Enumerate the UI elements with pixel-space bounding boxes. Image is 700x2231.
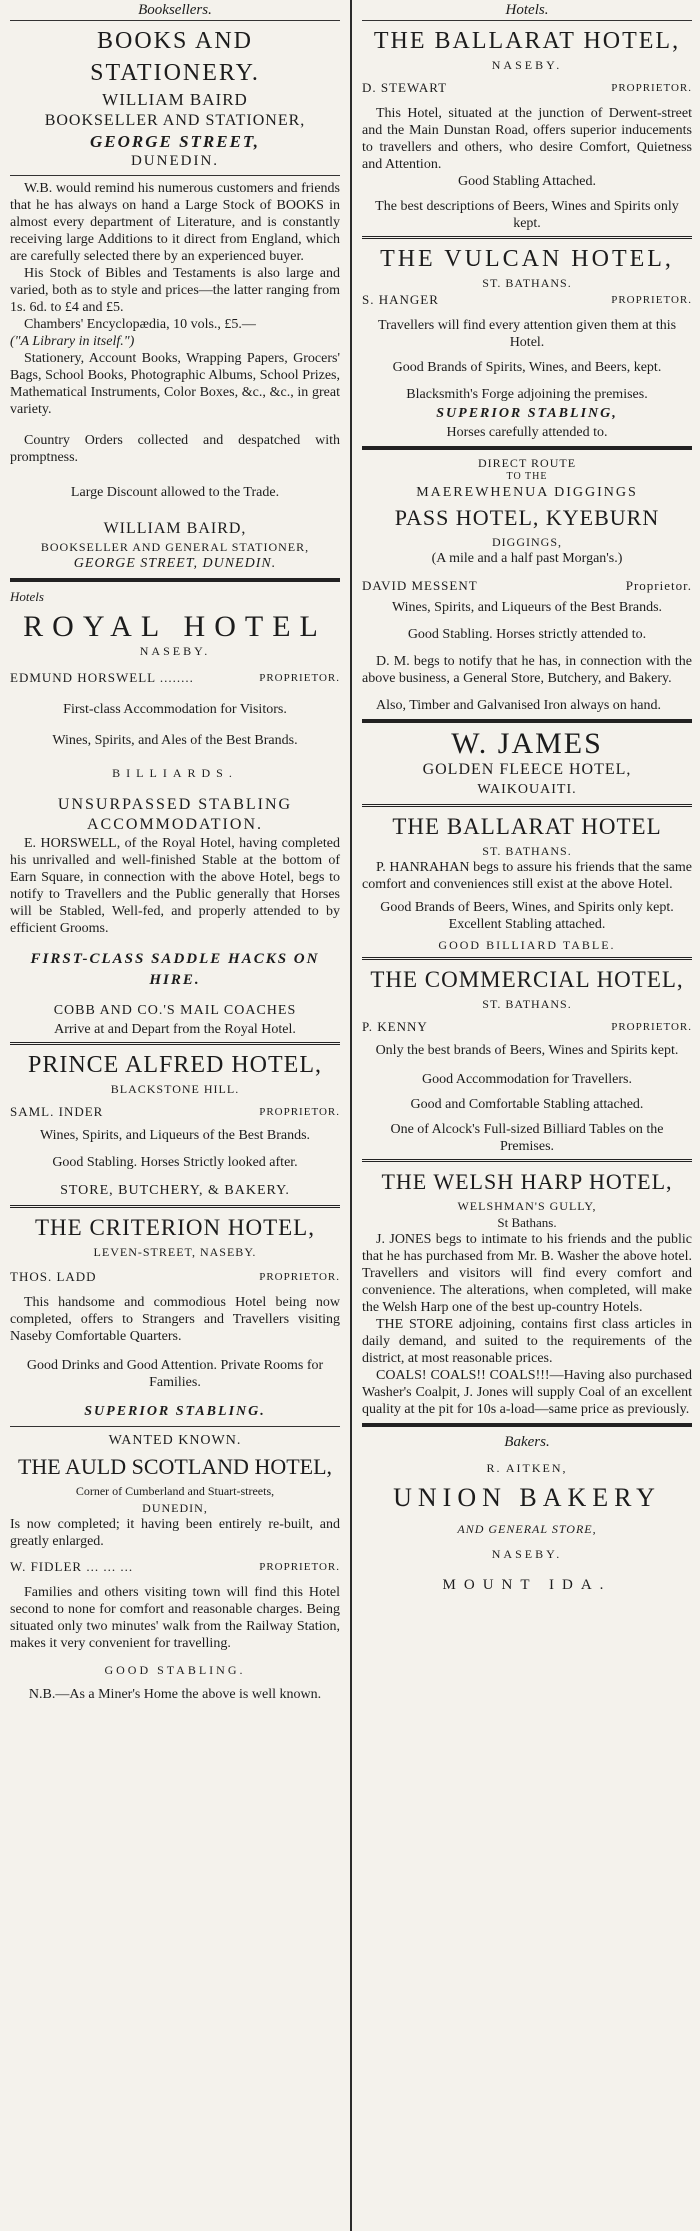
union-bakery-sub: AND GENERAL STORE, bbox=[457, 1522, 597, 1536]
pass-prop-label: Proprietor. bbox=[625, 578, 692, 593]
ballarat-line-2: The best descriptions of Beers, Wines and Spirits only kept. bbox=[375, 199, 679, 231]
mount-ida: MOUNT IDA. bbox=[442, 1577, 612, 1593]
vulcan-line-5: Horses carefully attended to. bbox=[446, 425, 608, 440]
baird-paragraph-1: W.B. would remind his numerous customers and friends that he has always on hand a Large Stock of BOOKS in almost every department of Literature, and is constantly receiving large Additions to it direct from England, which are carefully selected there by an experienced buyer. bbox=[10, 181, 340, 264]
vulcan-owner: S. HANGER bbox=[362, 292, 439, 307]
welsh-hotel-sub: WELSHMAN'S GULLY, bbox=[457, 1199, 597, 1213]
criterion-line-2: SUPERIOR STABLING. bbox=[84, 1404, 266, 1419]
alfred-proprietor-line bbox=[10, 1103, 340, 1121]
auld-hotel-address: Corner of Cumberland and Stuart-streets, bbox=[75, 1484, 275, 1498]
royal-line-5: FIRST-CLASS SADDLE HACKS ON HIRE. bbox=[30, 951, 320, 988]
pass-line-2: Good Stabling. Horses strictly attended to. bbox=[407, 627, 647, 642]
alfred-line-3: STORE, BUTCHERY, & BAKERY. bbox=[60, 1183, 290, 1198]
alfred-hotel-title: PRINCE ALFRED HOTEL, bbox=[27, 1052, 322, 1078]
ballarat-prop-label: PROPRIETOR. bbox=[611, 82, 692, 94]
james-title: W. JAMES bbox=[451, 727, 603, 760]
commercial-line-2: Good Accommodation for Travellers. bbox=[422, 1072, 632, 1087]
commercial-prop-label: PROPRIETOR. bbox=[611, 1021, 692, 1033]
section-heading-hotels-right: Hotels. bbox=[362, 0, 692, 21]
commercial-line-1: Only the best brands of Beers, Wines and Spirits kept. bbox=[375, 1043, 679, 1058]
commercial-owner: P. KENNY bbox=[362, 1019, 428, 1034]
auld-prop-label: PROPRIETOR. bbox=[259, 1561, 340, 1573]
royal-hotel-title: ROYAL HOTEL bbox=[23, 610, 327, 643]
pass-hotel-sub: DIGGINGS, bbox=[492, 535, 562, 549]
royal-hotel-town: NASEBY. bbox=[139, 644, 211, 658]
alfred-line-2: Good Stabling. Horses Strictly looked after. bbox=[52, 1155, 298, 1170]
ballarat2-paragraph: P. HANRAHAN begs to assure his friends that the same comfort and conveniences still exist at the above Hotel. bbox=[362, 860, 692, 892]
ballarat-paragraph: This Hotel, situated at the junction of Derwent-street and the Main Dunstan Road, offers superior inducements to travellers and others, who desire Comfort, Quietness and Attention. bbox=[362, 106, 692, 172]
pass-line-1: Wines, Spirits, and Liqueurs of the Best Brands. bbox=[391, 600, 663, 615]
pass-hotel-title: PASS HOTEL, KYEBURN bbox=[394, 505, 660, 530]
royal-proprietor-line bbox=[10, 669, 340, 687]
criterion-line-1: Good Drinks and Good Attention. Private Rooms for Families. bbox=[26, 1358, 324, 1390]
vulcan-line-3: Blacksmith's Forge adjoining the premises. bbox=[406, 387, 648, 402]
commercial-hotel-title: THE COMMERCIAL HOTEL, bbox=[370, 967, 684, 992]
baird-paragraph-3: Chambers' Encyclopædia, 10 vols., £5.— bbox=[24, 317, 256, 332]
baird-name: WILLIAM BAIRD bbox=[102, 90, 248, 109]
commercial-line-3: Good and Comfortable Stabling attached. bbox=[410, 1097, 644, 1112]
baird-signature-3: GEORGE STREET, DUNEDIN. bbox=[73, 556, 277, 571]
commercial-line-4: One of Alcock's Full-sized Billiard Tables on the Premises. bbox=[390, 1122, 664, 1154]
auld-hotel-title: THE AULD SCOTLAND HOTEL, bbox=[17, 1454, 333, 1479]
vulcan-hotel-town: ST. BATHANS. bbox=[482, 276, 572, 290]
royal-line-4: UNSURPASSED STABLING ACCOMMODATION. bbox=[57, 796, 293, 833]
alfred-prop-label: PROPRIETOR. bbox=[259, 1106, 340, 1118]
baird-paragraph-5: Country Orders collected and despatched with promptness. bbox=[10, 433, 340, 465]
direct-route-3: MAEREWHENUA DIGGINGS bbox=[416, 485, 638, 500]
union-bakery-title: UNION BAKERY bbox=[393, 1483, 661, 1512]
vulcan-line-4: SUPERIOR STABLING, bbox=[436, 406, 618, 421]
pass-hotel-note: (A mile and a half past Morgan's.) bbox=[431, 551, 623, 566]
ballarat2-hotel-town: ST. BATHANS. bbox=[482, 844, 572, 858]
baird-street: GEORGE STREET, bbox=[89, 132, 261, 151]
baird-paragraph-3b: ("A Library in itself.") bbox=[10, 334, 135, 349]
james-town: WAIKOUAITI. bbox=[477, 782, 577, 797]
commercial-hotel-town: ST. BATHANS. bbox=[482, 997, 572, 1011]
vulcan-proprietor-line bbox=[362, 291, 692, 309]
column-divider bbox=[350, 0, 352, 2231]
ballarat2-line-1: Good Brands of Beers, Wines, and Spirits only kept. bbox=[380, 900, 674, 915]
ballarat2-line-3: GOOD BILLIARD TABLE. bbox=[438, 938, 616, 952]
royal-prop-label: PROPRIETOR. bbox=[259, 672, 340, 684]
welsh-hotel-town: St Bathans. bbox=[497, 1215, 557, 1230]
section-heading-hotels: Hotels bbox=[10, 589, 44, 604]
ballarat-owner: D. STEWART bbox=[362, 80, 448, 95]
pass-owner: DAVID MESSENT bbox=[362, 578, 478, 593]
books-title: BOOKS AND STATIONERY. bbox=[90, 28, 260, 86]
pass-line-3: Also, Timber and Galvanised Iron always on hand. bbox=[376, 698, 662, 713]
ballarat2-hotel-title: THE BALLARAT HOTEL bbox=[392, 814, 662, 839]
criterion-owner: THOS. LADD bbox=[10, 1269, 97, 1284]
pass-proprietor-line bbox=[362, 577, 692, 595]
auld-proprietor-line bbox=[10, 1558, 340, 1576]
alfred-owner: SAML. INDER bbox=[10, 1104, 104, 1119]
criterion-hotel-street: LEVEN-STREET, NASEBY. bbox=[93, 1245, 257, 1259]
vulcan-hotel-title: THE VULCAN HOTEL, bbox=[380, 246, 674, 272]
wanted-known: WANTED KNOWN. bbox=[108, 1433, 242, 1448]
baird-trade: BOOKSELLER AND STATIONER, bbox=[44, 112, 306, 129]
baird-paragraph-4: Stationery, Account Books, Wrapping Papers, Grocers' Bags, School Books, Photographic Albums, School Prizes, Mathematical Instruments, Color Boxes, &c., &c., in great variety. bbox=[10, 351, 340, 417]
ballarat-hotel-town: NASEBY. bbox=[491, 58, 563, 72]
ballarat-line-1: Good Stabling Attached. bbox=[457, 174, 597, 189]
alfred-hotel-town: BLACKSTONE HILL. bbox=[110, 1082, 240, 1096]
auld-line-3: N.B.—As a Miner's Home the above is well known. bbox=[28, 1687, 322, 1702]
aitken-name: R. AITKEN, bbox=[486, 1461, 568, 1475]
union-bakery-town: NASEBY. bbox=[491, 1547, 563, 1561]
welsh-paragraph-3: COALS! COALS!! COALS!!!—Having also purchased Washer's Coalpit, J. Jones will supply Coal of an excellent quality at the pit for 10s a-load—same price as previously. bbox=[362, 1368, 692, 1417]
welsh-paragraph-1: J. JONES begs to intimate to his friends and the public that he has purchased from Mr. B. Washer the above hotel. Travellers and visitors will find every comfort and convenience. The alterations, when completed, will make the Welsh Harp one of the best up-country Hotels. bbox=[362, 1232, 692, 1315]
baird-paragraph-6: Large Discount allowed to the Trade. bbox=[70, 485, 280, 500]
auld-paragraph: Families and others visiting town will find this Hotel second to none for comfort and reasonable charges. Being situated only two minutes' walk from the Railway Station, makes it very convenient for travelling. bbox=[10, 1585, 340, 1651]
left-column bbox=[0, 0, 348, 2231]
section-heading-bakers: Bakers. bbox=[504, 1434, 550, 1450]
ballarat2-line-2: Excellent Stabling attached. bbox=[448, 917, 606, 932]
auld-owner: W. FIDLER ... ... ... bbox=[10, 1559, 134, 1574]
criterion-hotel-title: THE CRITERION HOTEL, bbox=[35, 1215, 315, 1240]
commercial-proprietor-line bbox=[362, 1018, 692, 1036]
james-hotel: GOLDEN FLEECE HOTEL, bbox=[422, 761, 632, 778]
auld-hotel-town: DUNEDIN, bbox=[142, 1501, 208, 1515]
right-column bbox=[356, 0, 700, 2231]
section-heading-booksellers: Booksellers. bbox=[10, 0, 340, 21]
royal-line-1: First-class Accommodation for Visitors. bbox=[63, 702, 287, 717]
royal-paragraph: E. HORSWELL, of the Royal Hotel, having completed his unrivalled and well-finished Stable at the bottom of Earn Square, in connection with the above Hotel, begs to notify to Travellers and the Public generally that Horses will be Stabled, Well-fed, and properly attended to by efficient Grooms. bbox=[10, 836, 340, 936]
alfred-line-1: Wines, Spirits, and Liqueurs of the Best Brands. bbox=[39, 1128, 311, 1143]
royal-line-3: BILLIARDS. bbox=[112, 766, 238, 780]
baird-town: DUNEDIN. bbox=[130, 153, 220, 169]
criterion-paragraph: This handsome and commodious Hotel being now completed, offers to Strangers and Travellers visiting Naseby Comfortable Quarters. bbox=[10, 1295, 340, 1344]
baird-signature: WILLIAM BAIRD, bbox=[103, 520, 247, 537]
welsh-paragraph-2: THE STORE adjoining, contains first class articles in daily demand, and suited to the requirements of the district, at most reasonable prices. bbox=[362, 1317, 692, 1366]
pass-paragraph: D. M. begs to notify that he has, in connection with the above business, a General Store, Butchery, and Bakery. bbox=[362, 654, 692, 686]
criterion-proprietor-line bbox=[10, 1268, 340, 1286]
auld-line-1: Is now completed; it having been entirely re-built, and greatly enlarged. bbox=[10, 1517, 340, 1549]
ballarat-hotel-title: THE BALLARAT HOTEL, bbox=[373, 28, 681, 54]
vulcan-line-2: Good Brands of Spirits, Wines, and Beers, kept. bbox=[392, 360, 662, 375]
criterion-prop-label: PROPRIETOR. bbox=[259, 1271, 340, 1283]
royal-line-6: COBB AND CO.'S MAIL COACHES bbox=[53, 1003, 297, 1018]
royal-owner: EDMUND HORSWELL ........ bbox=[10, 670, 194, 685]
royal-line-7: Arrive at and Depart from the Royal Hotel. bbox=[54, 1022, 296, 1037]
royal-line-2: Wines, Spirits, and Ales of the Best Brands. bbox=[52, 733, 298, 748]
auld-line-2: GOOD STABLING. bbox=[104, 1663, 246, 1677]
ballarat-proprietor-line bbox=[362, 79, 692, 97]
vulcan-line-1: Travellers will find every attention given them at this Hotel. bbox=[377, 318, 677, 350]
baird-signature-2: BOOKSELLER AND GENERAL STATIONER, bbox=[40, 540, 310, 554]
baird-paragraph-2: His Stock of Bibles and Testaments is also large and varied, both as to style and prices—the latter ranging from 1s. 6d. to £4 and £5. bbox=[10, 266, 340, 315]
vulcan-prop-label: PROPRIETOR. bbox=[611, 294, 692, 306]
direct-route-1: DIRECT ROUTE bbox=[477, 456, 577, 470]
welsh-hotel-title: THE WELSH HARP HOTEL, bbox=[381, 1169, 673, 1194]
direct-route-2: TO THE bbox=[506, 471, 548, 482]
